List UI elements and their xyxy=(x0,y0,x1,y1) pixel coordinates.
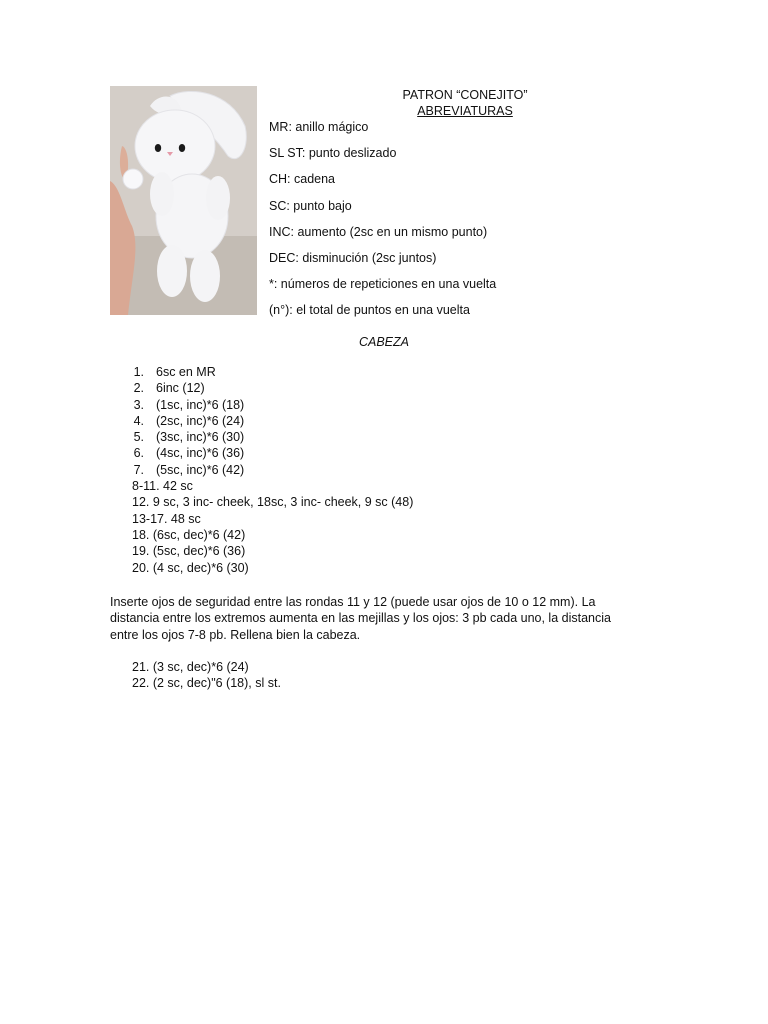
list-item xyxy=(110,413,413,429)
document-title: PATRON “CONEJITO” xyxy=(402,88,528,102)
bunny-illustration xyxy=(110,86,257,315)
head-rounds-list xyxy=(110,364,413,576)
round-text: (4sc, inc)*6 (36) xyxy=(156,446,245,461)
round-number: 7. xyxy=(133,462,144,477)
round-number: 3. xyxy=(133,397,144,412)
list-item: 20. (4 sc, dec)*6 (30) xyxy=(132,560,249,575)
round-text: 6inc (12) xyxy=(156,381,205,396)
round-number: 6. xyxy=(133,446,144,461)
list-item: 8-11. 42 sc xyxy=(132,479,193,494)
document-header xyxy=(270,87,660,119)
list-item: 18. (6sc, dec)*6 (42) xyxy=(132,527,246,542)
list-item xyxy=(110,397,413,413)
list-item xyxy=(110,429,413,445)
list-item: 21. (3 sc, dec)*6 (24) xyxy=(132,660,249,674)
list-item xyxy=(110,380,413,396)
final-rounds-list xyxy=(110,659,281,692)
round-text: (3sc, inc)*6 (30) xyxy=(156,430,245,445)
list-item: 22. (2 sc, dec)"6 (18), sl st. xyxy=(132,676,281,691)
abbreviation-item: (n°): el total de puntos en una vuelta xyxy=(269,303,470,318)
abbreviation-item: INC: aumento (2sc en un mismo punto) xyxy=(269,224,488,239)
round-text: (2sc, inc)*6 (24) xyxy=(156,413,245,428)
round-number: 1. xyxy=(133,365,144,379)
abbreviation-item: *: números de repeticiones en una vuelta xyxy=(269,277,497,292)
abbreviation-item: SC: punto bajo xyxy=(269,198,352,213)
abbreviations-heading: ABREVIATURAS xyxy=(417,104,513,118)
round-number: 4. xyxy=(133,413,144,428)
list-item: 19. (5sc, dec)*6 (36) xyxy=(132,544,246,559)
list-item xyxy=(110,445,413,461)
round-text: (1sc, inc)*6 (18) xyxy=(156,397,245,412)
bunny-photo xyxy=(110,86,257,315)
abbreviation-item: DEC: disminución (2sc juntos) xyxy=(269,250,437,265)
abbreviation-item: MR: anillo mágico xyxy=(269,120,369,134)
instructions-paragraph: Inserte ojos de seguridad entre las rondas 11 y 12 (puede usar ojos de 10 o 12 mm). La distancia entre los extremos aumenta en las mejillas y los ojos: 3 pb cada uno, la distancia entre los ojos 7-8 pb. Rellena bien la cabeza. xyxy=(110,595,611,642)
abbreviation-item: SL ST: punto deslizado xyxy=(269,146,397,161)
round-number: 2. xyxy=(133,381,144,396)
round-text: 6sc en MR xyxy=(156,365,216,379)
list-item: 12. 9 sc, 3 inc- cheek, 18sc, 3 inc- cheek, 9 sc (48) xyxy=(132,495,414,510)
list-item: 13-17. 48 sc xyxy=(132,511,201,526)
list-item xyxy=(110,364,413,380)
round-number: 5. xyxy=(133,430,144,445)
abbreviation-item: CH: cadena xyxy=(269,172,336,187)
round-text: (5sc, inc)*6 (42) xyxy=(156,462,245,477)
abbreviations-list xyxy=(269,119,496,329)
section-title: CABEZA xyxy=(358,335,409,349)
list-item xyxy=(110,462,413,478)
